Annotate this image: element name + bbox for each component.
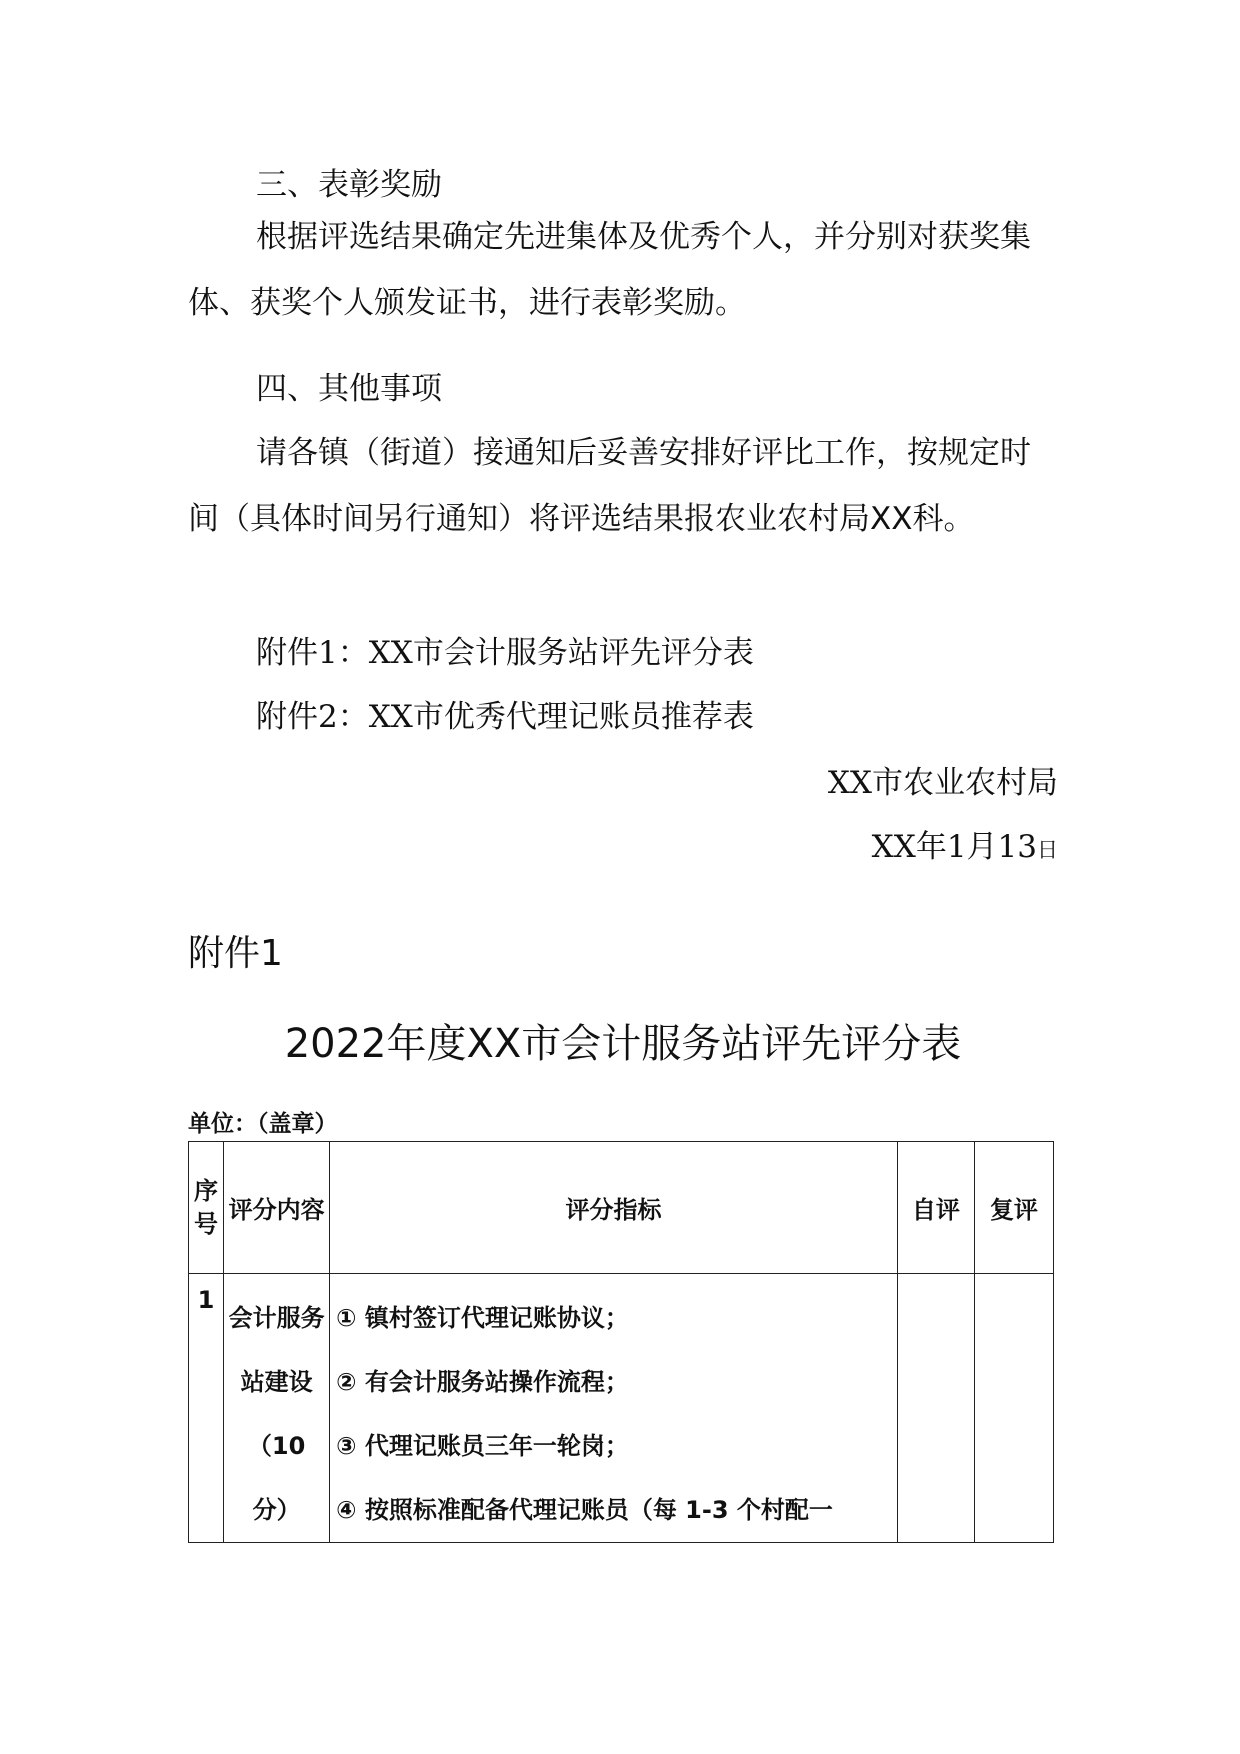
attachment-1-number: 1 (318, 635, 338, 671)
content-line: （10 (247, 1432, 306, 1460)
section-3-body: 根据评选结果确定先进集体及优秀个人，并分别对获奖集体、获奖个人颁发证书，进行表彰奖励。 (188, 219, 1031, 321)
table-header-row (189, 1142, 1054, 1274)
scoring-table (188, 1141, 1054, 1543)
unit-seal-line: 单位：（盖章） (188, 1111, 338, 1137)
attachment-1-title: 市会计服务站评先评分表 (412, 635, 754, 671)
attachment-1-separator: ： (337, 635, 369, 671)
attachment-1-line (188, 620, 1058, 686)
signature-date (188, 814, 1058, 883)
criteria-item: ③ 代理记账员三年一轮岗； (336, 1432, 629, 1460)
table-row (189, 1274, 1054, 1543)
section-4-body: 请各镇（街道）接通知后妥善安排好评比工作，按规定时间（具体时间另行通知）将评选结果报农业农村局XX科。 (188, 435, 1031, 537)
section-4-heading: 四、其他事项 (256, 371, 442, 407)
signature-organization (188, 750, 1058, 816)
date-month-char: 月 (966, 829, 998, 865)
attachment-2-title: 市优秀代理记账员推荐表 (412, 699, 754, 735)
date-year-char: 年 (915, 829, 947, 865)
header-self-score: 自评 (897, 1142, 974, 1274)
attachment-2-separator: ： (337, 699, 369, 735)
criteria-item: ④ 按照标准配备代理记账员（每 1-3 个村配一 (336, 1496, 833, 1524)
header-serial-number (189, 1142, 224, 1274)
date-day-char: 日 (1037, 838, 1058, 862)
date-month: 1 (946, 829, 967, 865)
row-content (224, 1274, 330, 1543)
content-line: 站建设 (240, 1368, 313, 1396)
attachment-2-line (188, 684, 1058, 750)
date-year: XX (871, 829, 916, 865)
row-serial-number: 1 (189, 1274, 224, 1543)
attachment-1-code: XX (368, 635, 413, 671)
header-content: 评分内容 (224, 1142, 330, 1274)
section-3-heading: 三、表彰奖励 (256, 167, 442, 203)
header-index: 评分指标 (330, 1142, 898, 1274)
header-serial-bottom: 号 (194, 1209, 219, 1238)
attachment-2-prefix: 附件 (256, 699, 318, 735)
self-score-cell[interactable] (897, 1274, 974, 1543)
attachment-2-code: XX (368, 699, 413, 735)
criteria-item: ② 有会计服务站操作流程； (336, 1368, 629, 1396)
date-day: 13 (997, 829, 1037, 865)
annex-heading: 附件1 (188, 933, 283, 974)
content-line: 会计服务 (228, 1304, 325, 1332)
criteria-item: ① 镇村签订代理记账协议； (336, 1304, 629, 1332)
header-review-score: 复评 (974, 1142, 1053, 1274)
signature-org-name: 市农业农村局 (872, 765, 1058, 801)
signature-org-code: XX (827, 765, 872, 801)
content-line: 分） (252, 1496, 301, 1524)
attachment-1-prefix: 附件 (256, 635, 318, 671)
header-serial-top: 序 (194, 1176, 219, 1205)
table-title: 2022年度XX市会计服务站评先评分表 (284, 1021, 962, 1067)
row-criteria (330, 1274, 898, 1543)
attachment-2-number: 2 (318, 699, 338, 735)
review-score-cell[interactable] (974, 1274, 1053, 1543)
